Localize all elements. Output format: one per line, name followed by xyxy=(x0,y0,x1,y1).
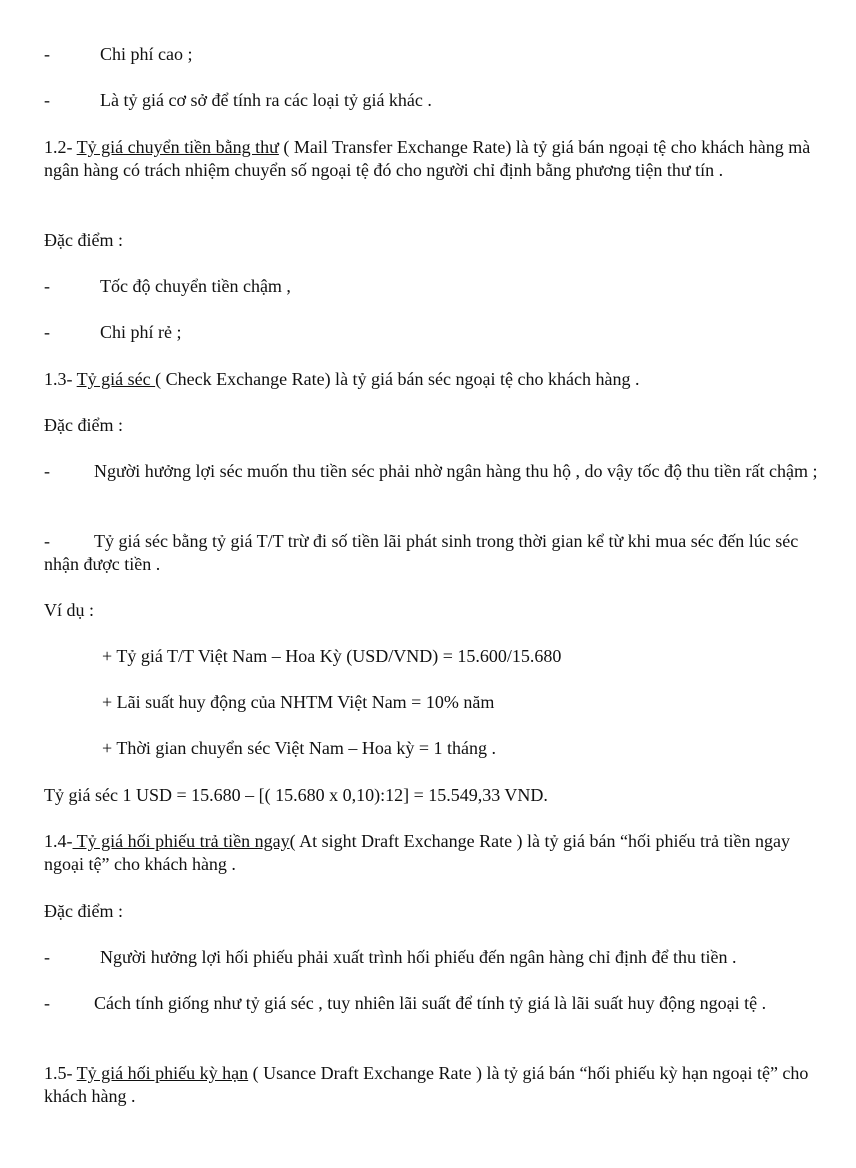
section-1-3-paragraph xyxy=(44,368,834,391)
section-title: Tỷ giá hối phiếu trả tiền ngay xyxy=(72,831,290,851)
bullet-dash: - xyxy=(44,947,50,967)
bullet-dash: - xyxy=(44,90,50,110)
example-label: Ví dụ : xyxy=(44,600,95,620)
bullet-dash: - xyxy=(44,461,50,481)
bullet-paragraph xyxy=(44,992,834,1015)
section-number: 1.4- xyxy=(44,831,73,851)
example-result: Tỷ giá séc 1 USD = 15.680 – [( 15.680 x 0,10):12] = 15.549,33 VND. xyxy=(44,785,548,805)
section-title: Tỷ giá séc xyxy=(76,369,156,389)
bullet-text: Là tỷ giá cơ sở để tính ra các loại tỷ giá khác . xyxy=(100,90,432,110)
example-line: + Lãi suất huy động của NHTM Việt Nam = 10% năm xyxy=(102,692,495,712)
section-title: Tỷ giá chuyển tiền bằng thư xyxy=(76,137,279,157)
bullet-text: Người hưởng lợi hối phiếu phải xuất trình hối phiếu đến ngân hàng chỉ định để thu tiền . xyxy=(100,947,737,967)
bullet-dash: - xyxy=(44,322,50,342)
bullet-text: Tỷ giá séc bằng tỷ giá T/T trừ đi số tiền lãi phát sinh trong thời gian kể từ khi mua séc đến lúc séc nhận được tiền . xyxy=(44,531,799,574)
bullet-text: Tốc độ chuyển tiền chậm , xyxy=(100,276,291,296)
bullet-dash: - xyxy=(44,531,50,551)
bullet-text: Chi phí rẻ ; xyxy=(100,322,182,342)
section-body: ( Usance Draft Exchange Rate ) là tỷ giá bán “hối phiếu kỳ hạn ngoại tệ” cho khách hàng . xyxy=(44,1063,809,1106)
bullet-text: Cách tính giống như tỷ giá séc , tuy nhiên lãi suất để tính tỷ giá là lãi suất huy động ngoại tệ . xyxy=(94,993,767,1013)
section-number: 1.3- xyxy=(44,369,77,389)
section-1-4-paragraph xyxy=(44,830,834,876)
section-title: Tỷ giá hối phiếu kỳ hạn xyxy=(76,1063,249,1083)
section-1-2-paragraph xyxy=(44,136,834,182)
bullet-paragraph xyxy=(44,530,834,576)
example-line: + Thời gian chuyển séc Việt Nam – Hoa kỳ = 1 tháng . xyxy=(102,738,496,758)
features-label: Đặc điểm : xyxy=(44,901,123,921)
section-body: ( At sight Draft Exchange Rate ) là tỷ giá bán “hối phiếu trả tiền ngay ngoại tệ” cho khách hàng . xyxy=(44,831,790,874)
bullet-paragraph xyxy=(44,460,834,483)
section-body: ( Check Exchange Rate) là tỷ giá bán séc ngoại tệ cho khách hàng . xyxy=(155,369,640,389)
section-body: ( Mail Transfer Exchange Rate) là tỷ giá bán ngoại tệ cho khách hàng mà ngân hàng có trách nhiệm chuyển số ngoại tệ đó cho người chỉ định bằng phương tiện thư tín . xyxy=(44,137,811,180)
bullet-dash: - xyxy=(44,44,50,64)
bullet-text: Chi phí cao ; xyxy=(100,44,193,64)
features-label: Đặc điểm : xyxy=(44,230,123,250)
example-line: + Tỷ giá T/T Việt Nam – Hoa Kỳ (USD/VND) = 15.600/15.680 xyxy=(102,646,562,666)
bullet-text: Người hưởng lợi séc muốn thu tiền séc phải nhờ ngân hàng thu hộ , do vậy tốc độ thu tiền rất chậm ; xyxy=(94,461,818,481)
section-1-5-paragraph xyxy=(44,1062,834,1108)
bullet-dash: - xyxy=(44,276,50,296)
section-number: 1.5- xyxy=(44,1063,77,1083)
bullet-dash: - xyxy=(44,993,50,1013)
section-number: 1.2- xyxy=(44,137,77,157)
features-label: Đặc điểm : xyxy=(44,415,123,435)
